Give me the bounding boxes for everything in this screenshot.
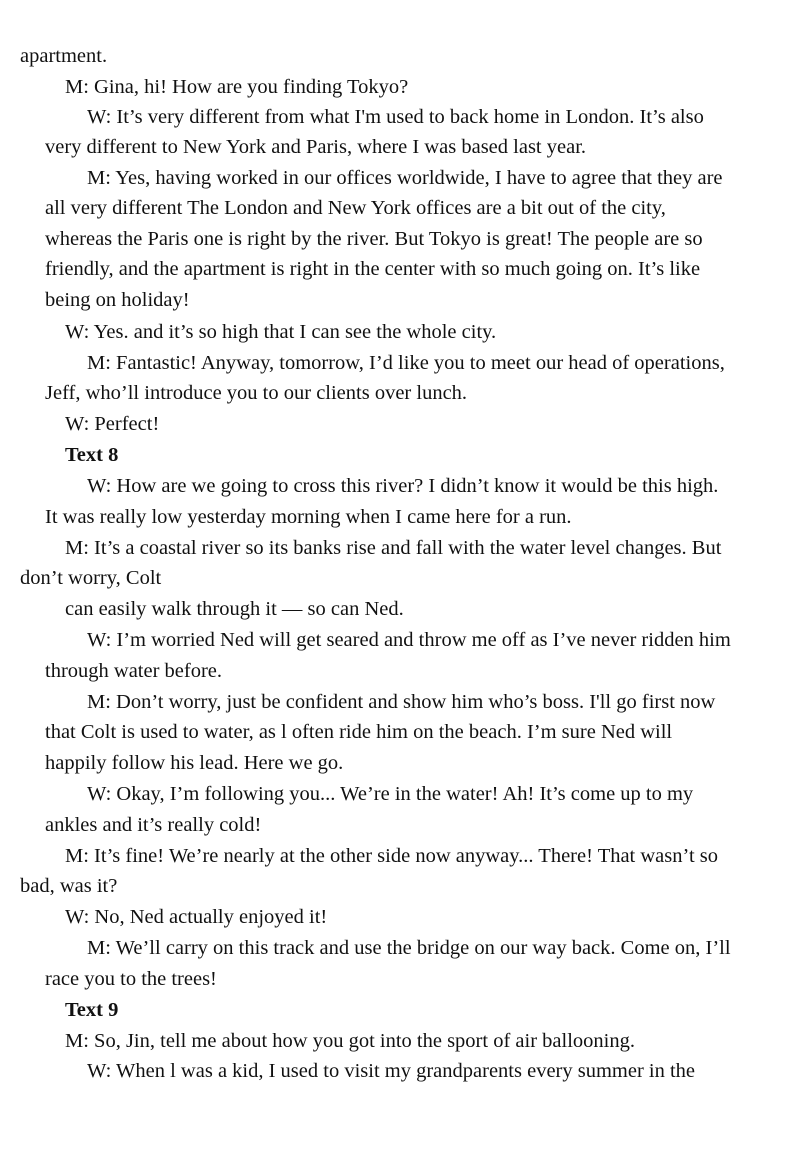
section-heading: Text 8 — [65, 444, 119, 466]
text-line: ankles and it’s really cold! — [45, 814, 262, 836]
text-line: It was really low yesterday morning when I came here for a run. — [45, 506, 572, 528]
text-line: friendly, and the apartment is right in the center with so much going on. It’s like — [45, 258, 701, 280]
text-line: apartment. — [20, 45, 108, 67]
text-line: M: It’s a coastal river so its banks rise and fall with the water level changes. But — [65, 537, 722, 559]
text-line: M: Don’t worry, just be confident and show him who’s boss. I'll go first now — [87, 691, 716, 713]
text-line: happily follow his lead. Here we go. — [45, 752, 344, 774]
text-line: W: No, Ned actually enjoyed it! — [65, 906, 328, 928]
text-line: W: When l was a kid, I used to visit my grandparents every summer in the — [87, 1060, 696, 1082]
text-line: M: It’s fine! We’re nearly at the other side now anyway... There! That wasn’t so — [65, 845, 719, 867]
text-line: M: Gina, hi! How are you finding Tokyo? — [65, 76, 409, 98]
text-line: M: We’ll carry on this track and use the bridge on our way back. Come on, I’ll — [87, 937, 731, 959]
text-line: W: It’s very different from what I'm used to back home in London. It’s also — [87, 106, 704, 128]
text-line: don’t worry, Colt — [20, 567, 162, 589]
text-line: bad, was it? — [20, 875, 118, 897]
text-line: M: Yes, having worked in our offices worldwide, I have to agree that they are — [87, 167, 723, 189]
text-line: W: Yes. and it’s so high that I can see the whole city. — [65, 321, 497, 343]
text-line: race you to the trees! — [45, 968, 217, 990]
text-line: whereas the Paris one is right by the river. But Tokyo is great! The people are so — [45, 228, 703, 250]
text-line: W: Okay, I’m following you... We’re in the water! Ah! It’s come up to my — [87, 783, 694, 805]
text-line: being on holiday! — [45, 289, 190, 311]
text-line: M: So, Jin, tell me about how you got into the sport of air ballooning. — [65, 1030, 635, 1052]
text-line: can easily walk through it — so can Ned. — [65, 598, 404, 620]
text-line: that Colt is used to water, as l often ride him on the beach. I’m sure Ned will — [45, 721, 673, 743]
text-line: through water before. — [45, 660, 223, 682]
text-line: W: How are we going to cross this river? I didn’t know it would be this high. — [87, 475, 719, 497]
text-line: W: I’m worried Ned will get seared and throw me off as I’ve never ridden him — [87, 629, 731, 651]
text-line: all very different The London and New York offices are a bit out of the city, — [45, 197, 666, 219]
text-line: Jeff, who’ll introduce you to our clients over lunch. — [45, 382, 468, 404]
section-heading: Text 9 — [65, 999, 119, 1021]
text-line: very different to New York and Paris, where I was based last year. — [45, 136, 587, 158]
text-line: M: Fantastic! Anyway, tomorrow, I’d like you to meet our head of operations, — [87, 352, 725, 374]
text-line: W: Perfect! — [65, 413, 160, 435]
